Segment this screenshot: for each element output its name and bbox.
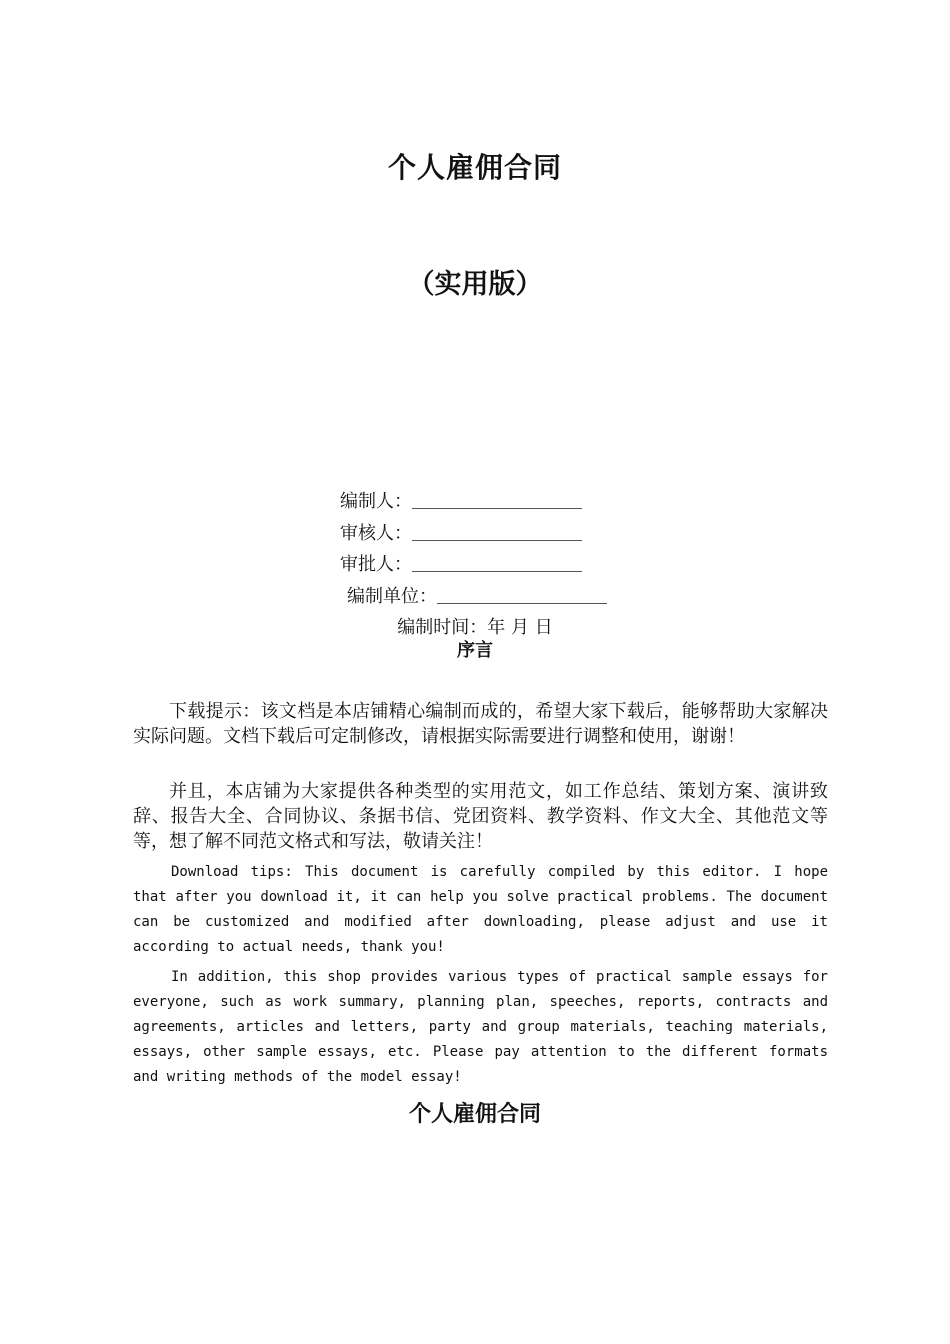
unit-row — [347, 584, 607, 610]
approver-row — [340, 552, 582, 578]
preface-title: 序言 — [457, 640, 493, 661]
compiler-label: 编制人： — [340, 491, 412, 512]
approver-blank-line — [412, 553, 582, 572]
approver-label: 审批人： — [340, 554, 412, 575]
compile-date: 编制时间：年 月 日 — [397, 617, 553, 638]
reviewer-row — [340, 521, 582, 547]
reviewer-blank-line — [412, 522, 582, 541]
preface-en-paragraph-1: Download tips: This document is carefully compiled by this editor. I hope that after you download it, it can help you solve practical problems. The document can be customized and modified after downloading, please adjust and use it according to actual needs, thank you! — [133, 864, 828, 955]
preface-cn-paragraph-2: 并且，本店铺为大家提供各种类型的实用范文，如工作总结、策划方案、演讲致辞、报告大全、合同协议、条据书信、党团资料、教学资料、作文大全、其他范文等等，想了解不同范文格式和写法，敬请关注！ — [133, 781, 828, 852]
preface-en-paragraph-2: In addition, this shop provides various types of practical sample essays for everyone, such as work summary, planning plan, speeches, reports, contracts and agreements, articles and letters, party and group materials, teaching materials, essays, other sample essays, etc. Please pay attention to the different formats and writing methods of the model essay! — [133, 969, 828, 1085]
compiler-row — [340, 489, 582, 515]
document-title: 个人雇佣合同 — [387, 151, 562, 184]
document-subtitle: （实用版） — [407, 269, 543, 300]
reviewer-label: 审核人： — [340, 523, 412, 544]
preface-cn-paragraph-1: 下载提示：该文档是本店铺精心编制而成的，希望大家下载后，能够帮助大家解决实际问题。文档下载后可定制修改，请根据实际需要进行调整和使用，谢谢！ — [133, 701, 828, 747]
compiler-blank-line — [412, 490, 582, 509]
unit-label: 编制单位： — [347, 586, 437, 607]
unit-blank-line — [437, 585, 607, 604]
contract-body-title: 个人雇佣合同 — [408, 1101, 541, 1127]
